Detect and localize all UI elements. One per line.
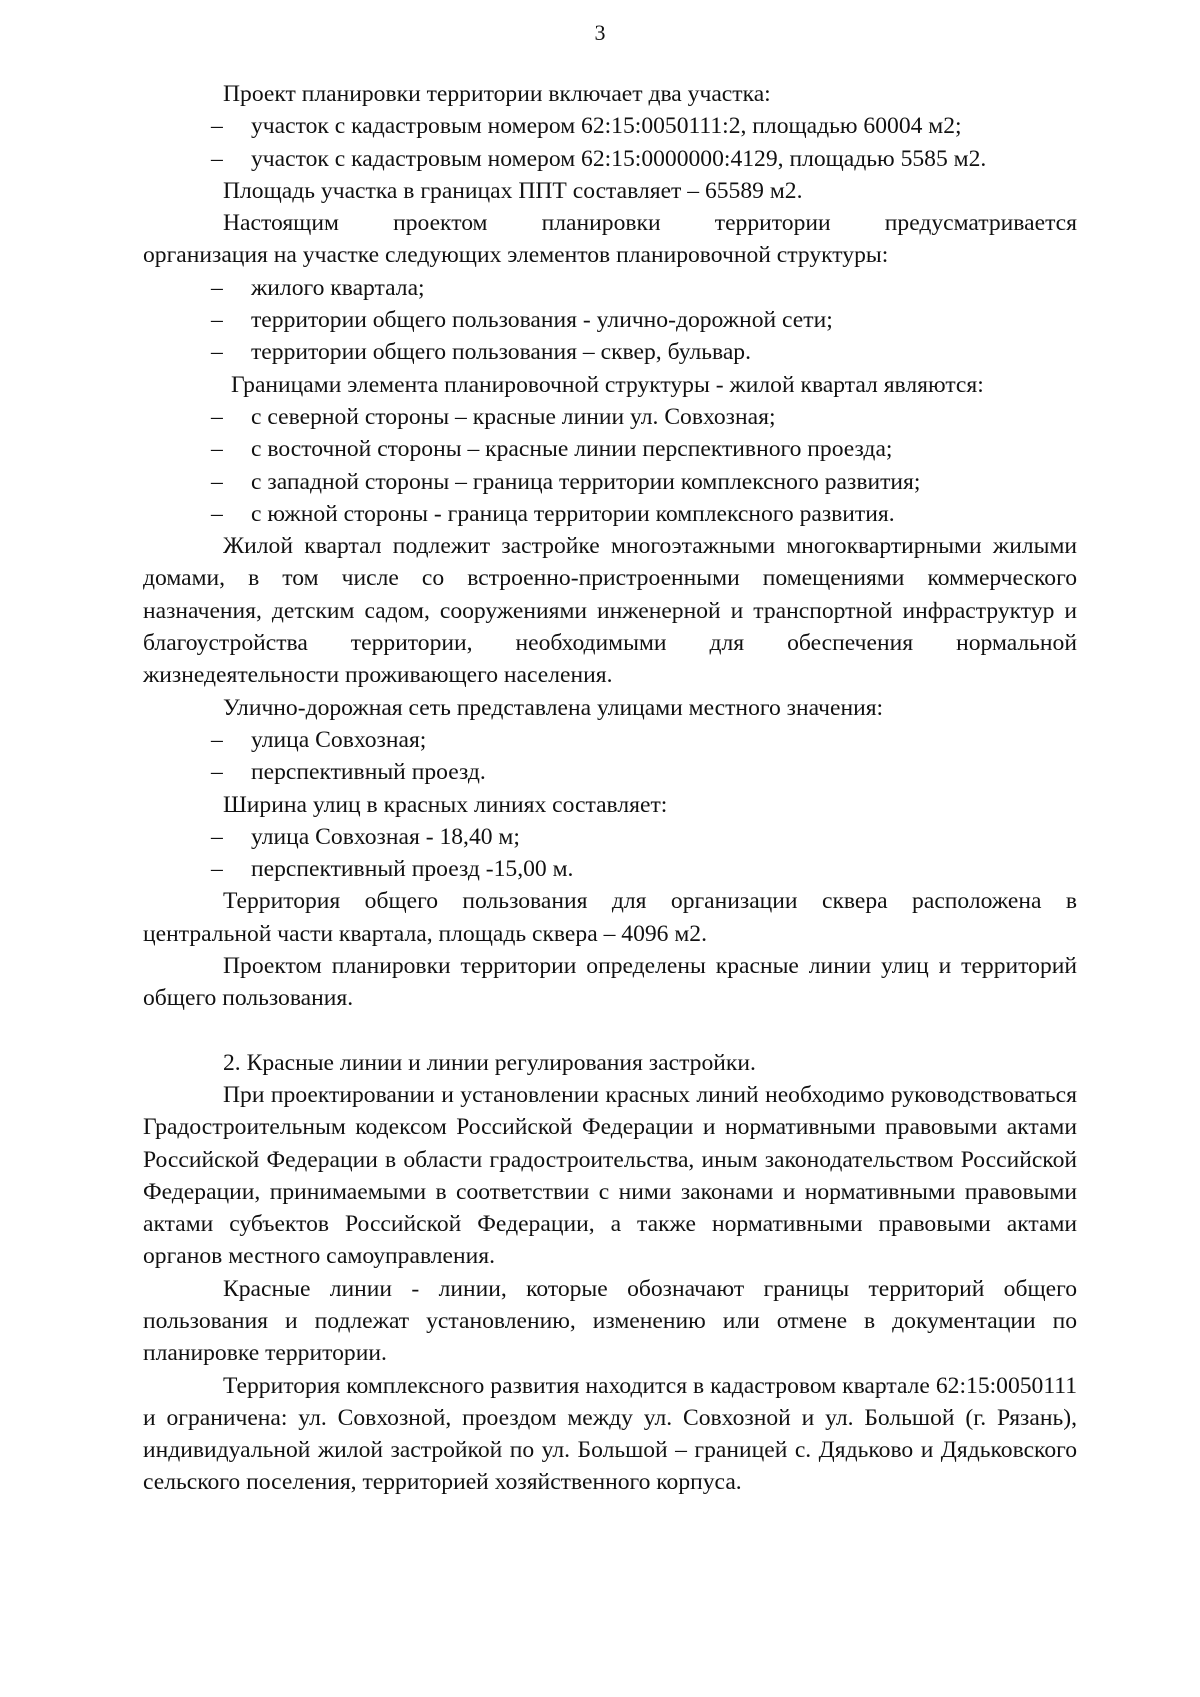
- paragraph-structure-line1: Настоящим проектом планировки территории предусматривается: [223, 210, 1077, 237]
- list-item: – с восточной стороны – красные линии перспективного проезда;: [123, 433, 1077, 465]
- boundaries-list: [143, 401, 1077, 530]
- paragraph-street-width: Ширина улиц в красных линиях составляет:: [223, 791, 668, 818]
- list-item: – с западной стороны – граница территории комплексного развития;: [123, 466, 1077, 498]
- list-item: – перспективный проезд -15,00 м.: [123, 853, 1077, 885]
- list-item: – с южной стороны - граница территории комплексного развития.: [123, 498, 1077, 530]
- streets-list: [143, 724, 1077, 789]
- list-item: – территории общего пользования – сквер, бульвар.: [123, 336, 1077, 368]
- list-item: – территории общего пользования - улично-дорожной сети;: [123, 304, 1077, 336]
- structure-elements-list: [143, 272, 1077, 369]
- paragraph-public-square: Территория общего пользования для организации сквера расположена в центральной части квартала, площадь сквера – 4096 м2.: [143, 888, 1077, 947]
- list-item: – жилого квартала;: [123, 272, 1077, 304]
- page-number: 3: [594, 20, 606, 45]
- paragraph-residential-quarter: Жилой квартал подлежит застройке многоэтажными многоквартирными жилыми домами, в том числе со встроенно-пристроенными помещениями коммерческого назначения, детским садом, сооружениями инженерной и транспортной инфраструктур и благоустройства территории, необходимыми для обеспечения нормальной жизнедеятельности проживающего населения.: [143, 533, 1077, 689]
- list-item: – участок с кадастровым номером 62:15:0050111:2, площадью 60004 м2;: [123, 110, 1077, 142]
- paragraph-plots-intro: Проект планировки территории включает два участка:: [223, 81, 771, 107]
- paragraph-boundaries-intro: Границами элемента планировочной структуры - жилой квартал являются:: [231, 371, 984, 398]
- section-spacer: [143, 1015, 1077, 1047]
- paragraph-red-lines-definition: Красные линии - линии, которые обозначают границы территорий общего пользования и подлежат установлению, изменению или отмене в документации по планировке территории.: [143, 1275, 1077, 1367]
- document-body: [143, 0, 1077, 1499]
- paragraph-total-area: Площадь участка в границах ППТ составляет – 65589 м2.: [223, 177, 803, 204]
- paragraph-development-territory: Территория комплексного развития находится в кадастровом квартале 62:15:0050111 и ограничена: ул. Совхозной, проездом между ул. Совхозной и ул. Большой (г. Рязань), индивидуальной жилой застройкой по ул. Большой – границей с. Дядьково и Дядьковского сельского поселения, территорией хозяйственного корпуса.: [143, 1372, 1077, 1496]
- street-width-list: [143, 821, 1077, 886]
- paragraph-regulations: При проектировании и установлении красных линий необходимо руководствоваться Градостроительным кодексом Российской Федерации и нормативными правовыми актами Российской Федерации в области градостроительства, иным законодательством Российской Федерации, принимаемыми в соответствии с ними законами и нормативными правовыми актами субъектов Российской Федерации, а также нормативными правовыми актами органов местного самоуправления.: [143, 1081, 1077, 1270]
- section-heading: 2. Красные линии и линии регулирования застройки.: [223, 1049, 756, 1076]
- list-item: – улица Совхозная;: [123, 724, 1077, 756]
- list-item: – улица Совхозная - 18,40 м;: [123, 821, 1077, 853]
- paragraph-red-lines-defined: Проектом планировки территории определены красные линии улиц и территорий общего пользования.: [143, 953, 1077, 1012]
- paragraph-structure-line2: организация на участке следующих элементов планировочной структуры:: [143, 242, 889, 269]
- paragraph-street-network: Улично-дорожная сеть представлена улицами местного значения:: [223, 694, 884, 721]
- list-item: – с северной стороны – красные линии ул. Совхозная;: [123, 401, 1077, 433]
- list-item: – участок с кадастровым номером 62:15:0000000:4129, площадью 5585 м2.: [123, 143, 1077, 175]
- plots-list: [143, 110, 1077, 175]
- list-item: – перспективный проезд.: [123, 756, 1077, 788]
